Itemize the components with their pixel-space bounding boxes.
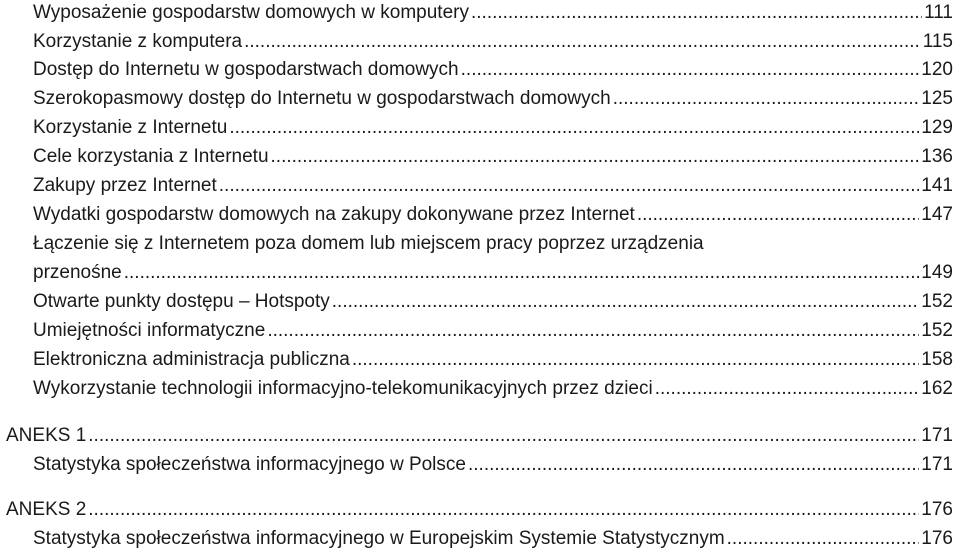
toc-entry[interactable]: [33, 318, 953, 344]
toc-entry-page: 171: [921, 425, 953, 446]
toc-entry[interactable]: [6, 497, 953, 523]
toc-entry-title: ANEKS 1: [6, 425, 87, 446]
toc-entry-page: 115: [922, 31, 953, 52]
toc-entry[interactable]: [33, 526, 953, 552]
toc-entry-title: Wydatki gospodarstw domowych na zakupy dokonywane przez Internet: [33, 204, 635, 225]
toc-entry-page: 147: [921, 204, 953, 225]
toc-entry-title: Korzystanie z komputera: [33, 31, 243, 52]
toc-entry[interactable]: [33, 452, 953, 478]
toc-entry-page: 129: [921, 117, 953, 138]
dot-leader: [124, 260, 920, 286]
dot-leader: [332, 289, 920, 315]
toc-entry-page: 176: [921, 528, 953, 549]
dot-leader: [244, 29, 921, 55]
toc-entry-page: 162: [921, 378, 953, 399]
dot-leader: [219, 173, 920, 199]
toc-entry-title: Elektroniczna administracja publiczna: [33, 349, 350, 370]
dot-leader: [271, 144, 920, 170]
dot-leader: [468, 452, 919, 478]
toc-entry-title: Statystyka społeczeństwa informacyjnego w Europejskim Systemie Statystycznym: [33, 528, 725, 549]
toc-entry-title: Korzystanie z Internetu: [33, 117, 228, 138]
toc-entry[interactable]: [33, 289, 953, 315]
dot-leader: [655, 376, 920, 402]
toc-entry-title: Otwarte punkty dostępu – Hotspoty: [33, 291, 330, 312]
toc-entry-page: 125: [921, 88, 953, 109]
toc-entry-title: ANEKS 2: [6, 499, 87, 520]
dot-leader: [88, 497, 919, 523]
toc-entry-title-line1[interactable]: Łączenie się z Internetem poza domem lub miejscem pracy poprzez urządzenia: [33, 233, 704, 254]
toc-entry-page: 152: [921, 291, 953, 312]
toc-entry-page: 136: [921, 146, 953, 167]
toc-entry-title: Wykorzystanie technologii informacyjno-telekomunikacyjnych przez dzieci: [33, 378, 653, 399]
toc-entry-page: 120: [921, 59, 953, 80]
toc-entry-page: 171: [921, 454, 953, 475]
toc-entry[interactable]: [33, 347, 953, 373]
toc-entry[interactable]: [33, 0, 953, 26]
toc-entry-title: Zakupy przez Internet: [33, 175, 217, 196]
toc-entry[interactable]: [33, 173, 953, 199]
dot-leader: [461, 57, 920, 83]
toc-entry[interactable]: [33, 115, 953, 141]
dot-leader: [229, 115, 919, 141]
toc-entry-title: Dostęp do Internetu w gospodarstwach domowych: [33, 59, 459, 80]
dot-leader: [637, 202, 919, 228]
dot-leader: [352, 347, 919, 373]
toc-entry-page: 149: [921, 262, 953, 283]
toc-entry-title: Szerokopasmowy dostęp do Internetu w gospodarstwach domowych: [33, 88, 611, 109]
toc-entry-title: przenośne: [33, 262, 122, 283]
toc-entry[interactable]: [33, 376, 953, 402]
dot-leader: [88, 423, 919, 449]
dot-leader: [267, 318, 919, 344]
toc-entry-page: 152: [921, 320, 953, 341]
dot-leader: [613, 86, 920, 112]
toc-entry[interactable]: [33, 86, 953, 112]
toc-entry-page: 141: [921, 175, 953, 196]
toc-entry[interactable]: [33, 144, 953, 170]
dot-leader: [727, 526, 920, 552]
toc-entry-title: Cele korzystania z Internetu: [33, 146, 269, 167]
toc-entry-page: 158: [921, 349, 953, 370]
toc-entry-title: Statystyka społeczeństwa informacyjnego w Polsce: [33, 454, 466, 475]
toc-entry[interactable]: [33, 57, 953, 83]
toc-entry[interactable]: [33, 202, 953, 228]
toc-entry[interactable]: [33, 260, 953, 286]
toc-entry-page: 176: [921, 499, 953, 520]
dot-leader: [471, 0, 922, 26]
toc-entry-title: Umiejętności informatyczne: [33, 320, 266, 341]
toc-entry-title: Wyposażenie gospodarstw domowych w komputery: [33, 2, 469, 23]
toc-entry-page: 111: [924, 2, 953, 23]
toc-entry[interactable]: [33, 29, 953, 55]
toc-entry[interactable]: [6, 423, 953, 449]
